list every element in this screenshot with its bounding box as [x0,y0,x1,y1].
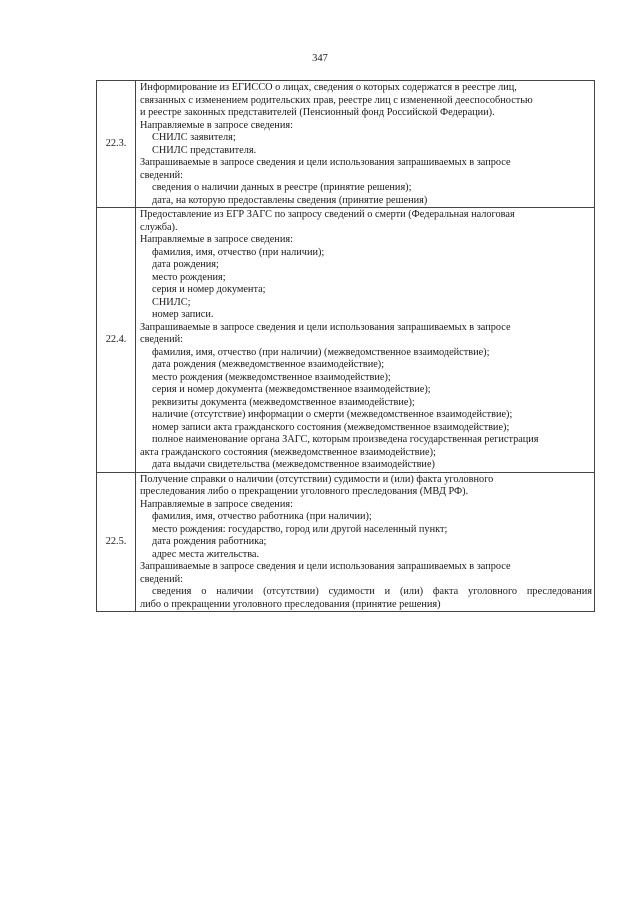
row-number: 22.3. [97,81,136,208]
text-line: фамилия, имя, отчество (при наличии) (межведомственное взаимодействие); [152,346,490,358]
page-number: 347 [312,53,328,64]
text-line: СНИЛС представителя. [152,144,257,156]
text-line: Предоставление из ЕГР ЗАГС по запросу сведений о смерти (Федеральная налоговая [140,209,515,220]
text-line: место рождения (межведомственное взаимодействие); [152,371,391,383]
text-line: серия и номер документа (межведомственное взаимодействие); [152,384,431,395]
text-line: связанных с изменением родительских прав, реестре лиц с измененной дееспособностью [140,94,533,106]
text-line: Запрашиваемые в запросе сведения и цели использования запрашиваемых в запросе [140,157,511,168]
text-line: сведений: [140,573,184,585]
document-table [96,80,595,612]
text-line: преследования либо о прекращении уголовного преследования (МВД РФ). [140,486,469,497]
text-line: место рождения: государство, город или другой населенный пункт; [152,523,448,535]
table-row [97,208,595,473]
text-line: либо о прекращении уголовного преследования (принятие решения) [140,598,441,610]
text-line: сведений: [140,334,184,345]
row-number: 22.5. [97,472,136,612]
row-number: 22.4. [97,208,136,473]
text-line: СНИЛС заявителя; [152,132,236,143]
table-body [97,81,595,612]
table-row [97,472,595,612]
text-line: дата рождения; [152,259,219,270]
text-line: фамилия, имя, отчество (при наличии); [152,246,325,258]
row-content [136,472,595,612]
text-line: акта гражданского состояния (межведомственное взаимодействие); [140,446,436,458]
text-line: место рождения; [152,271,226,283]
text-line: СНИЛС; [152,296,191,308]
text-line: номер записи акта гражданского состояния (межведомственное взаимодействие); [152,421,510,433]
text-line: дата, на которую предоставлены сведения (принятие решения) [152,194,428,206]
text-line: и реестре законных представителей (Пенсионный фонд Российской Федерации). [140,107,495,118]
text-line: сведений: [140,169,184,181]
text-line: реквизиты документа (межведомственное взаимодействие); [152,396,415,408]
table-row [97,81,595,208]
row-content [136,208,595,473]
text-line: Запрашиваемые в запросе сведения и цели использования запрашиваемых в запросе [140,321,511,333]
text-line: Направляемые в запросе сведения: [140,119,293,131]
text-line: сведения о наличии данных в реестре (принятие решения); [152,182,412,193]
text-line: адрес места жительства. [152,548,260,560]
text-line: Запрашиваемые в запросе сведения и цели использования запрашиваемых в запросе [140,561,511,572]
text-line: номер записи. [152,309,214,320]
text-line: полное наименование органа ЗАГС, которым произведена государственная регистрация [152,434,539,445]
text-line: Направляемые в запросе сведения: [140,498,293,510]
text-line: наличие (отсутствие) информации о смерти (межведомственное взаимодействие); [152,409,513,420]
text-line: Направляемые в запросе сведения: [140,234,293,245]
text-line: фамилия, имя, отчество работника (при наличии); [152,511,372,522]
text-line: сведения о наличии (отсутствии) судимости и (или) факта уголовного преследования [152,586,592,597]
text-line: Получение справки о наличии (отсутствии) судимости и (или) факта уголовного [140,473,494,485]
text-line: служба). [140,221,178,233]
text-line: дата рождения работника; [152,536,267,547]
text-line: Информирование из ЕГИССО о лицах, сведения о которых содержатся в реестре лиц, [140,82,517,93]
text-line: дата выдачи свидетельства (межведомственное взаимодействие) [152,459,435,470]
row-content [136,81,595,208]
text-line: дата рождения (межведомственное взаимодействие); [152,359,385,370]
text-line: серия и номер документа; [152,284,266,295]
